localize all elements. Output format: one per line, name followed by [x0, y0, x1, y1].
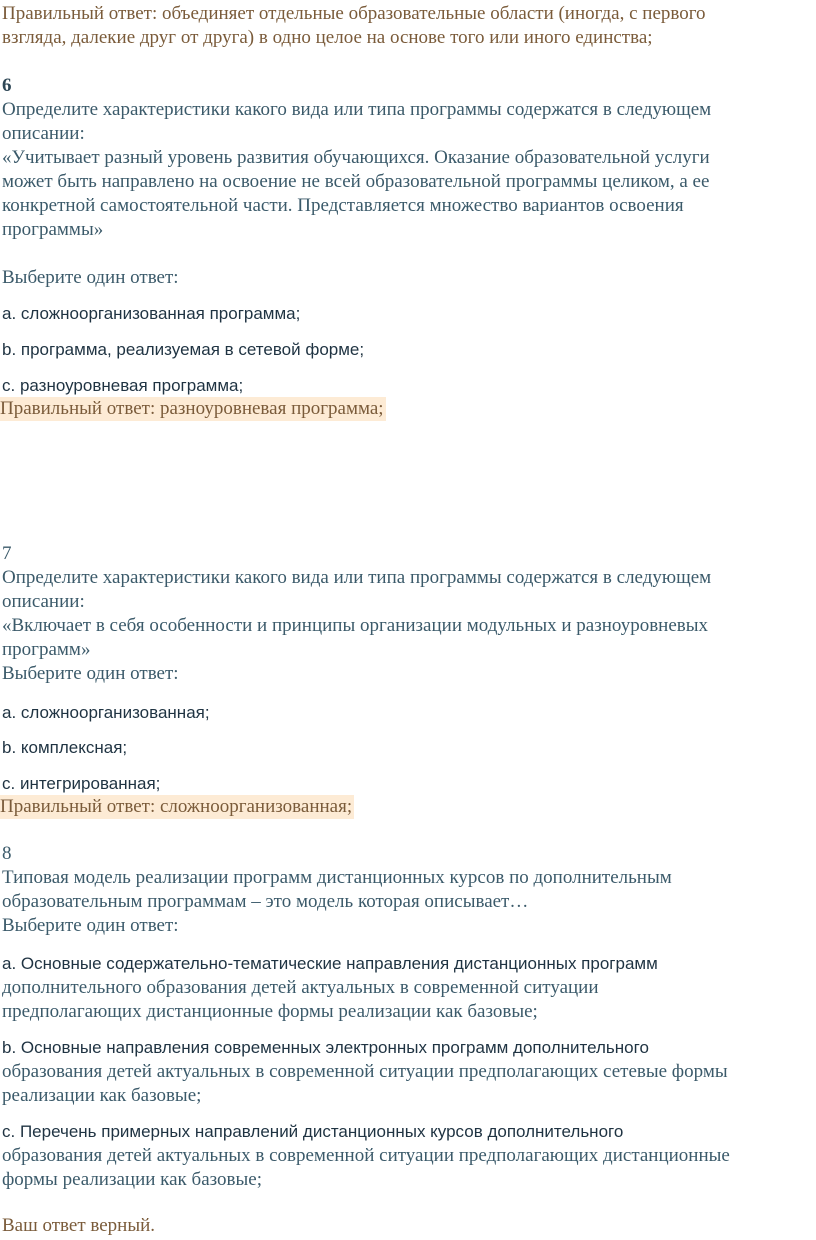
q8-option-c[interactable]	[2, 1120, 730, 1192]
q6-option-c[interactable]: c. разноуровневая программа;	[2, 376, 244, 395]
q7-option-a[interactable]: a. сложноорганизованная;	[2, 703, 210, 722]
intro-correct-line-2: взгляда, далекие друг от друга) в одно целое на основе того или иного единства;	[2, 27, 653, 48]
question-text-line-2: описании:	[2, 591, 85, 612]
q8-option-c-head: c. Перечень примерных направлений дистанционных курсов дополнительного	[2, 1122, 624, 1141]
question-8	[2, 842, 672, 938]
question-quote-line-2: может быть направлено на освоение не всей образовательной программы целиком, а ее	[2, 171, 710, 192]
question-text-line-1: Определите характеристики какого вида или типа программы содержатся в следующем	[2, 99, 712, 120]
q8-feedback: Ваш ответ верный.	[2, 1215, 156, 1236]
q8-option-a-rest-2: предполагающих дистанционные формы реализации как базовые;	[2, 1001, 538, 1022]
q6-option-b[interactable]: b. программа, реализуемая в сетевой форме;	[2, 340, 365, 359]
question-text-line-2: описании:	[2, 123, 85, 144]
question-quote-line-1: «Включает в себя особенности и принципы организации модульных и разноуровневых	[2, 615, 708, 636]
question-quote-line-3: конкретной самостоятельной части. Представляется множество вариантов освоения	[2, 195, 684, 216]
q8-option-b[interactable]	[2, 1036, 728, 1108]
q7-option-c[interactable]: c. интегрированная;	[2, 774, 161, 793]
question-number: 7	[2, 543, 12, 564]
q8-option-a-rest-1: дополнительного образования детей актуальных в современной ситуации	[2, 977, 599, 998]
q8-prompt: Выберите один ответ:	[2, 915, 179, 936]
q8-option-a-head: a. Основные содержательно-тематические направления дистанционных программ	[2, 954, 658, 973]
question-text-line-1: Типовая модель реализации программ дистанционных курсов по дополнительным	[2, 867, 672, 888]
q7-option-b[interactable]: b. комплексная;	[2, 738, 128, 757]
question-quote-line-1: «Учитывает разный уровень развития обучающихся. Оказание образовательной услуги	[2, 147, 710, 168]
q6-correct-answer: Правильный ответ: разноуровневая программа;	[0, 398, 384, 419]
question-quote-line-4: программы»	[2, 219, 104, 240]
q7-prompt: Выберите один ответ:	[2, 663, 179, 684]
q8-option-b-rest-2: реализации как базовые;	[2, 1085, 202, 1106]
question-text-line-1: Определите характеристики какого вида или типа программы содержатся в следующем	[2, 567, 712, 588]
q8-option-b-rest-1: образования детей актуальных в современной ситуации предполагающих сетевые формы	[2, 1061, 728, 1082]
q8-option-a[interactable]	[2, 952, 658, 1024]
question-text-line-2: образовательным программам – это модель которая описывает…	[2, 891, 529, 912]
q8-option-c-rest-1: образования детей актуальных в современной ситуации предполагающих дистанционные	[2, 1145, 730, 1166]
q6-prompt: Выберите один ответ:	[2, 267, 179, 288]
question-7	[2, 542, 711, 686]
q8-option-b-head: b. Основные направления современных электронных программ дополнительного	[2, 1038, 649, 1057]
q7-correct-answer: Правильный ответ: сложноорганизованная;	[0, 796, 353, 817]
intro-correct-answer	[2, 2, 706, 50]
question-6	[2, 74, 711, 242]
question-number: 6	[2, 75, 12, 96]
question-quote-line-2: программ»	[2, 639, 91, 660]
intro-correct-line-1: Правильный ответ: объединяет отдельные образовательные области (иногда, с первого	[2, 3, 706, 24]
question-number: 8	[2, 843, 12, 864]
q8-option-c-rest-2: формы реализации как базовые;	[2, 1169, 262, 1190]
q6-option-a[interactable]: a. сложноорганизованная программа;	[2, 304, 301, 323]
